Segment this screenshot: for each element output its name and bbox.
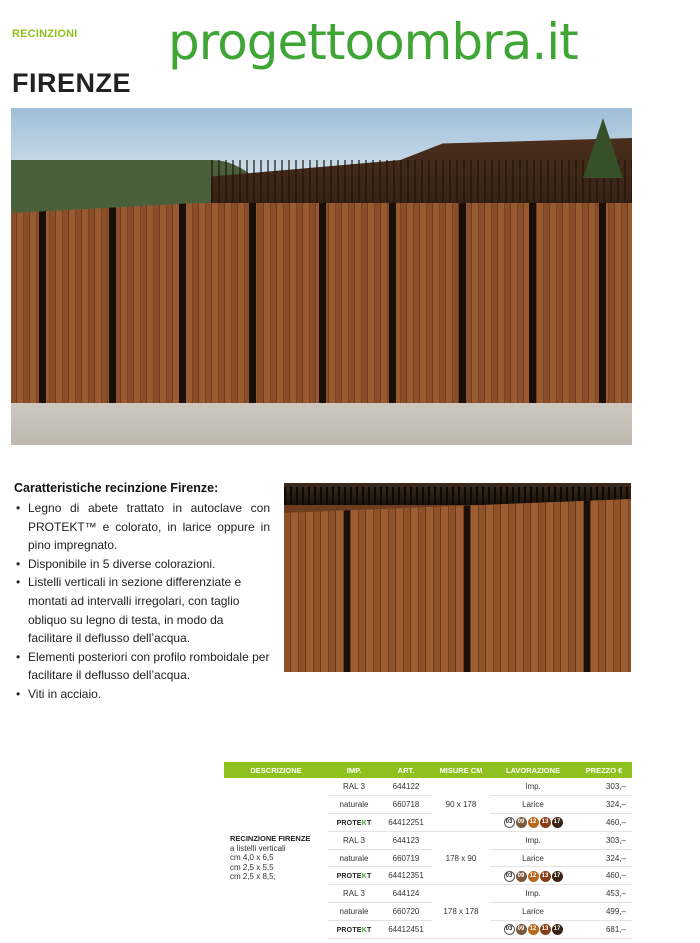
cell-art: 64412351 <box>380 867 432 885</box>
col-descrizione: DESCRIZIONE <box>224 762 328 778</box>
product-spec-line: a listelli verticali <box>230 843 286 853</box>
color-swatch: 09 <box>516 924 527 935</box>
protekt-logo-post: T <box>366 873 372 881</box>
color-swatches <box>504 817 563 828</box>
color-swatch: 17 <box>552 924 563 935</box>
feature-item: • Viti in acciaio. <box>14 685 270 704</box>
cell-prezzo: 303,– <box>576 778 632 796</box>
feature-item: • Disponibile in 5 diverse colorazioni. <box>14 555 270 574</box>
color-swatch: 17 <box>552 817 563 828</box>
cell-prezzo: 460,– <box>576 867 632 885</box>
protekt-logo <box>337 927 372 934</box>
cell-lavorazione: Larice <box>490 796 576 814</box>
color-swatch: 12 <box>528 924 539 935</box>
color-swatch: 17 <box>552 871 563 882</box>
product-spec-line: cm 2,5 x 5,5 <box>230 862 274 872</box>
protekt-logo-post: T <box>366 819 372 827</box>
cell-art: 660720 <box>380 903 432 921</box>
brand-logo: progettoombra.it <box>168 13 578 71</box>
col-imp: IMP. <box>328 762 380 778</box>
hero-fence <box>11 203 632 403</box>
feature-item: • Listelli verticali in sezione differenziate e montati ad intervalli irregolari, con taglio obliquo su legno di testa, in modo da facilitare il deflusso dell’acqua. <box>14 573 270 647</box>
cell-imp: naturale <box>328 903 380 921</box>
color-swatches <box>504 871 563 882</box>
cell-art: 64412251 <box>380 814 432 832</box>
color-swatches <box>504 924 563 935</box>
cell-prezzo: 460,– <box>576 814 632 832</box>
cell-lavorazione <box>490 867 576 885</box>
color-swatch: 12 <box>528 817 539 828</box>
price-table <box>224 762 632 939</box>
protekt-logo-k: K <box>361 926 367 934</box>
cell-prezzo: 499,– <box>576 903 632 921</box>
cell-misure: 178 x 90 <box>432 831 490 884</box>
protekt-logo-pre: PROTE <box>336 873 362 881</box>
cell-imp <box>328 920 380 938</box>
cell-art: 644124 <box>380 885 432 903</box>
cell-imp: RAL 3 <box>328 885 380 903</box>
features-section <box>14 481 270 704</box>
cell-art: 644122 <box>380 778 432 796</box>
color-swatch: 13 <box>540 817 551 828</box>
color-swatch: 09 <box>516 871 527 882</box>
cell-lavorazione: Imp. <box>490 885 576 903</box>
cell-art: 644123 <box>380 831 432 849</box>
cell-prezzo: 324,– <box>576 796 632 814</box>
color-swatch: 09 <box>516 817 527 828</box>
cell-imp <box>328 814 380 832</box>
cell-misure: 90 x 178 <box>432 778 490 831</box>
product-name: RECINZIONE FIRENZE <box>230 834 311 844</box>
cell-lavorazione: Imp. <box>490 778 576 796</box>
cell-art: 660719 <box>380 849 432 867</box>
cell-lavorazione: Larice <box>490 903 576 921</box>
page-title: FIRENZE <box>12 68 132 98</box>
protekt-logo-k: K <box>361 819 367 827</box>
col-prezzo: PREZZO € <box>576 762 632 778</box>
color-swatch: 03 <box>504 871 515 882</box>
cell-lavorazione <box>490 920 576 938</box>
color-swatch: 03 <box>504 817 515 828</box>
cell-imp: RAL 3 <box>328 778 380 796</box>
protekt-logo-pre: PROTE <box>336 926 362 934</box>
protekt-logo <box>337 820 372 827</box>
product-spec-line: cm 2,5 x 8,5; <box>230 872 276 882</box>
cell-imp: RAL 3 <box>328 831 380 849</box>
product-description <box>224 778 328 938</box>
price-table-header <box>224 762 632 778</box>
detail-photo <box>284 483 631 672</box>
color-swatch: 13 <box>540 924 551 935</box>
col-misure: MISURE CM <box>432 762 490 778</box>
col-lavorazione: LAVORAZIONE <box>490 762 576 778</box>
table-row <box>224 778 632 796</box>
cell-prezzo: 324,– <box>576 849 632 867</box>
cell-imp: naturale <box>328 796 380 814</box>
cell-imp: naturale <box>328 849 380 867</box>
hero-wall <box>11 398 632 445</box>
hero-photo <box>11 108 632 445</box>
cell-lavorazione: Larice <box>490 849 576 867</box>
cell-art: 64412451 <box>380 920 432 938</box>
price-table-body <box>224 778 632 938</box>
feature-item: • Legno di abete trattato in autoclave con PROTEKT™ e colorato, in larice oppure in pino impregnato. <box>14 499 270 555</box>
color-swatch: 03 <box>504 924 515 935</box>
cell-prezzo: 453,– <box>576 885 632 903</box>
cell-prezzo: 681,– <box>576 920 632 938</box>
detail-photo-fence <box>284 499 631 672</box>
section-category: RECINZIONI <box>12 28 78 40</box>
feature-item: • Elementi posteriori con profilo romboidale per facilitare il deflusso dell’acqua. <box>14 648 270 685</box>
cell-art: 660718 <box>380 796 432 814</box>
cell-prezzo: 303,– <box>576 831 632 849</box>
features-heading: Caratteristiche recinzione Firenze: <box>14 481 219 495</box>
protekt-logo <box>337 873 372 880</box>
color-swatch: 13 <box>540 871 551 882</box>
col-art: ART. <box>380 762 432 778</box>
cell-lavorazione <box>490 814 576 832</box>
protekt-logo-k: K <box>361 873 367 881</box>
protekt-logo-post: T <box>366 926 372 934</box>
protekt-logo-pre: PROTE <box>336 819 362 827</box>
cell-lavorazione: Imp. <box>490 831 576 849</box>
cell-imp <box>328 867 380 885</box>
color-swatch: 12 <box>528 871 539 882</box>
product-spec-line: cm 4,0 x 6,5 <box>230 853 274 863</box>
cell-misure: 178 x 178 <box>432 885 490 938</box>
features-list <box>14 499 270 704</box>
